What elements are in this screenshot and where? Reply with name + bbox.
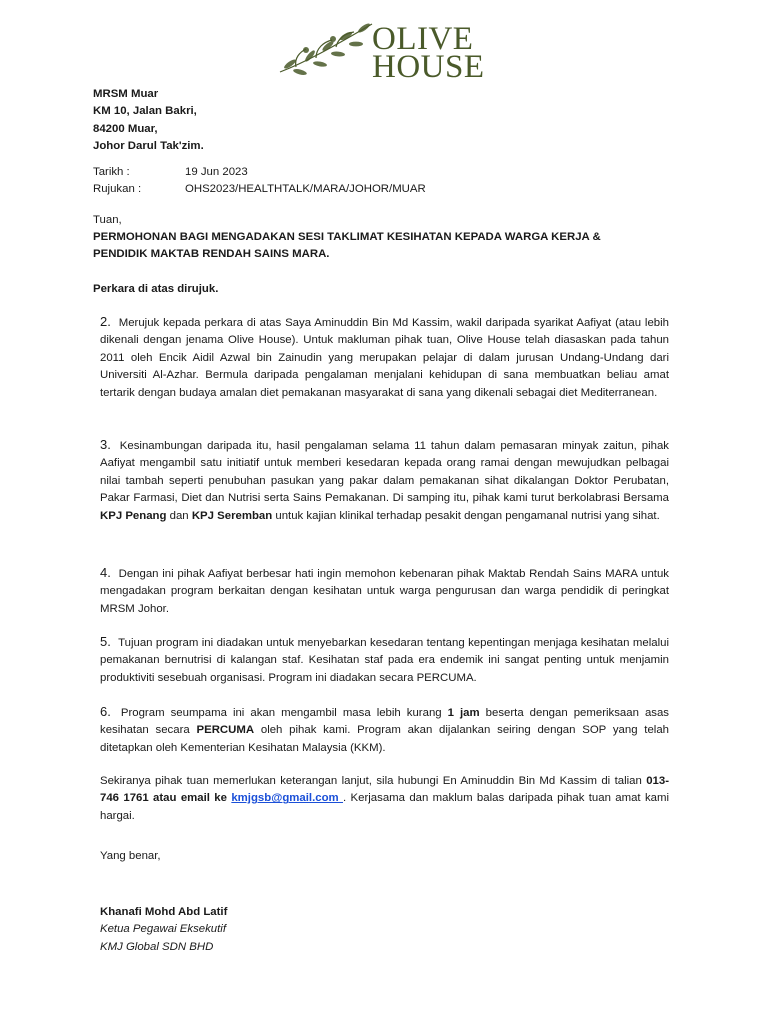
contact-phone: 013-746 1761 atau email ke [100, 775, 669, 805]
logo-word-olive: OLIVE [372, 21, 474, 57]
paragraph-text: Kesinambungan daripada itu, hasil pengalaman selama 11 tahun dalam pemasaran minyak zaitun, pihak Aafiyat mengambil satu initiatif untuk memberi kesedaran kepada orang ramai dengan mewujudkan pelbagai nilai tambah seperti penubuhan pasukan yang pakar dalam pemakanan sihat dikalangan Doktor Perubatan, Pakar Farmasi, Diet dan Nutrisi serta Sains Pemakanan. Di samping itu, pihak kami turut berkolabrasi Bersama [100, 440, 669, 505]
signatory-name: Khanafi Mohd Abd Latif [100, 906, 228, 918]
paragraph-text: dan [166, 509, 192, 522]
paragraph-number: 4. [100, 565, 111, 580]
olive-branch-icon [276, 14, 376, 84]
reference-row [93, 181, 426, 198]
paragraph-text: Dengan ini pihak Aafiyat berbesar hati ingin memohon kebenaran pihak Maktab Rendah Sains MARA untuk mengadakan program berkaitan dengan kesihatan untuk warga pengurusan dan warga pendidik di peringkat MRSM Johor. [100, 568, 669, 615]
kpj-penang: KPJ Penang [100, 509, 167, 522]
signatory-company: KMJ Global SDN BHD [100, 940, 214, 953]
olive-house-logo [276, 14, 492, 84]
date-value: 19 Jun 2023 [185, 166, 248, 178]
paragraph-text: Merujuk kepada perkara di atas Saya Aminuddin Bin Md Kassim, wakil daripada syarikat Aafiyat (atau lebih dikenali dengan jenama Olive House). Untuk makluman pihak tuan, Olive House telah diasaskan pada tahun 2011 oleh Encik Aidil Azwal bin Zainudin yang merupakan pelajar di dalam jurusan Undang-Undang dari Universiti Al-Azhar. Bermula daripada pengalaman menjalani kehidupan di sana membuatkan beliau amat tertarik dengan budaya amalan diet pemakanan masyarakat di sana yang dikenali sebagai diet Mediterranean. [100, 317, 669, 399]
paragraph-text: oleh pihak kami. Program akan dijalankan seiring dengan SOP yang telah ditetapkan oleh Kementerian Kesihatan Malaysia (KKM). [100, 724, 670, 754]
signature-block [100, 904, 227, 956]
paragraph-number: 5. [100, 634, 111, 649]
letter-subject [93, 229, 601, 264]
paragraph-text: Sekiranya pihak tuan memerlukan keterangan lanjut, sila hubungi En Aminuddin Bin Md Kassim di talian [100, 775, 647, 787]
reference-value: OHS2023/HEALTHTALK/MARA/JOHOR/MUAR [185, 183, 426, 196]
date-label: Tarikh : [93, 166, 130, 178]
paragraph-text: Program seumpama ini akan mengambil masa lebih kurang [120, 707, 448, 719]
paragraph-text: beserta dengan pemeriksaan asas kesihatan secara [100, 707, 670, 737]
address-line: MRSM Muar [93, 88, 159, 100]
reference-info [93, 164, 426, 199]
paragraph-text: . Kerjasama dan maklum balas daripada pihak tuan amat kami hargai. [100, 792, 669, 822]
paragraph-3 [100, 436, 669, 525]
duration-highlight: 1 jam [447, 707, 480, 719]
closing: Yang benar, [100, 850, 161, 862]
paragraph-2 [100, 313, 669, 402]
free-highlight: PERCUMA [196, 724, 255, 737]
paragraph-text: untuk kajian klinikal terhadap pesakit dengan pengamanal nutrisi yang sihat. [272, 509, 660, 522]
subject-line: PERMOHONAN BAGI MENGADAKAN SESI TAKLIMAT KESIHATAN KEPADA WARGA KERJA & [93, 231, 601, 243]
paragraph-number: 3. [100, 437, 111, 452]
date-row [93, 164, 426, 181]
kpj-seremban: KPJ Seremban [191, 509, 273, 522]
paragraph-text: Tujuan program ini diadakan untuk menyebarkan kesedaran tentang kepentingan menjaga kesihatan melalui pemakanan bernutrisi di kalangan staf. Kesihatan staf pada era endemik ini sangat penting untuk menjamin produktiviti sesebuah organisasi. Program ini diadakan secara PERCUMA. [100, 637, 669, 684]
paragraph-5 [100, 633, 669, 687]
recipient-address [93, 86, 204, 156]
paragraph-4 [100, 564, 669, 618]
address-line: 84200 Muar, [93, 122, 158, 135]
address-line: Johor Darul Tak'zim. [93, 140, 204, 153]
reference-statement: Perkara di atas dirujuk. [93, 283, 219, 295]
email-link[interactable]: kmjgsb@gmail.com [231, 792, 344, 805]
signatory-title: Ketua Pegawai Eksekutif [100, 923, 227, 936]
contact-paragraph [100, 773, 669, 825]
paragraph-6 [100, 703, 669, 757]
paragraph-number: 2. [100, 314, 111, 329]
paragraph-number: 6. [100, 704, 111, 719]
address-line: KM 10, Jalan Bakri, [93, 105, 197, 118]
logo-word-house: HOUSE [372, 49, 485, 85]
subject-line: PENDIDIK MAKTAB RENDAH SAINS MARA. [93, 248, 330, 261]
reference-label: Rujukan : [93, 183, 142, 196]
greeting: Tuan, [93, 214, 122, 226]
